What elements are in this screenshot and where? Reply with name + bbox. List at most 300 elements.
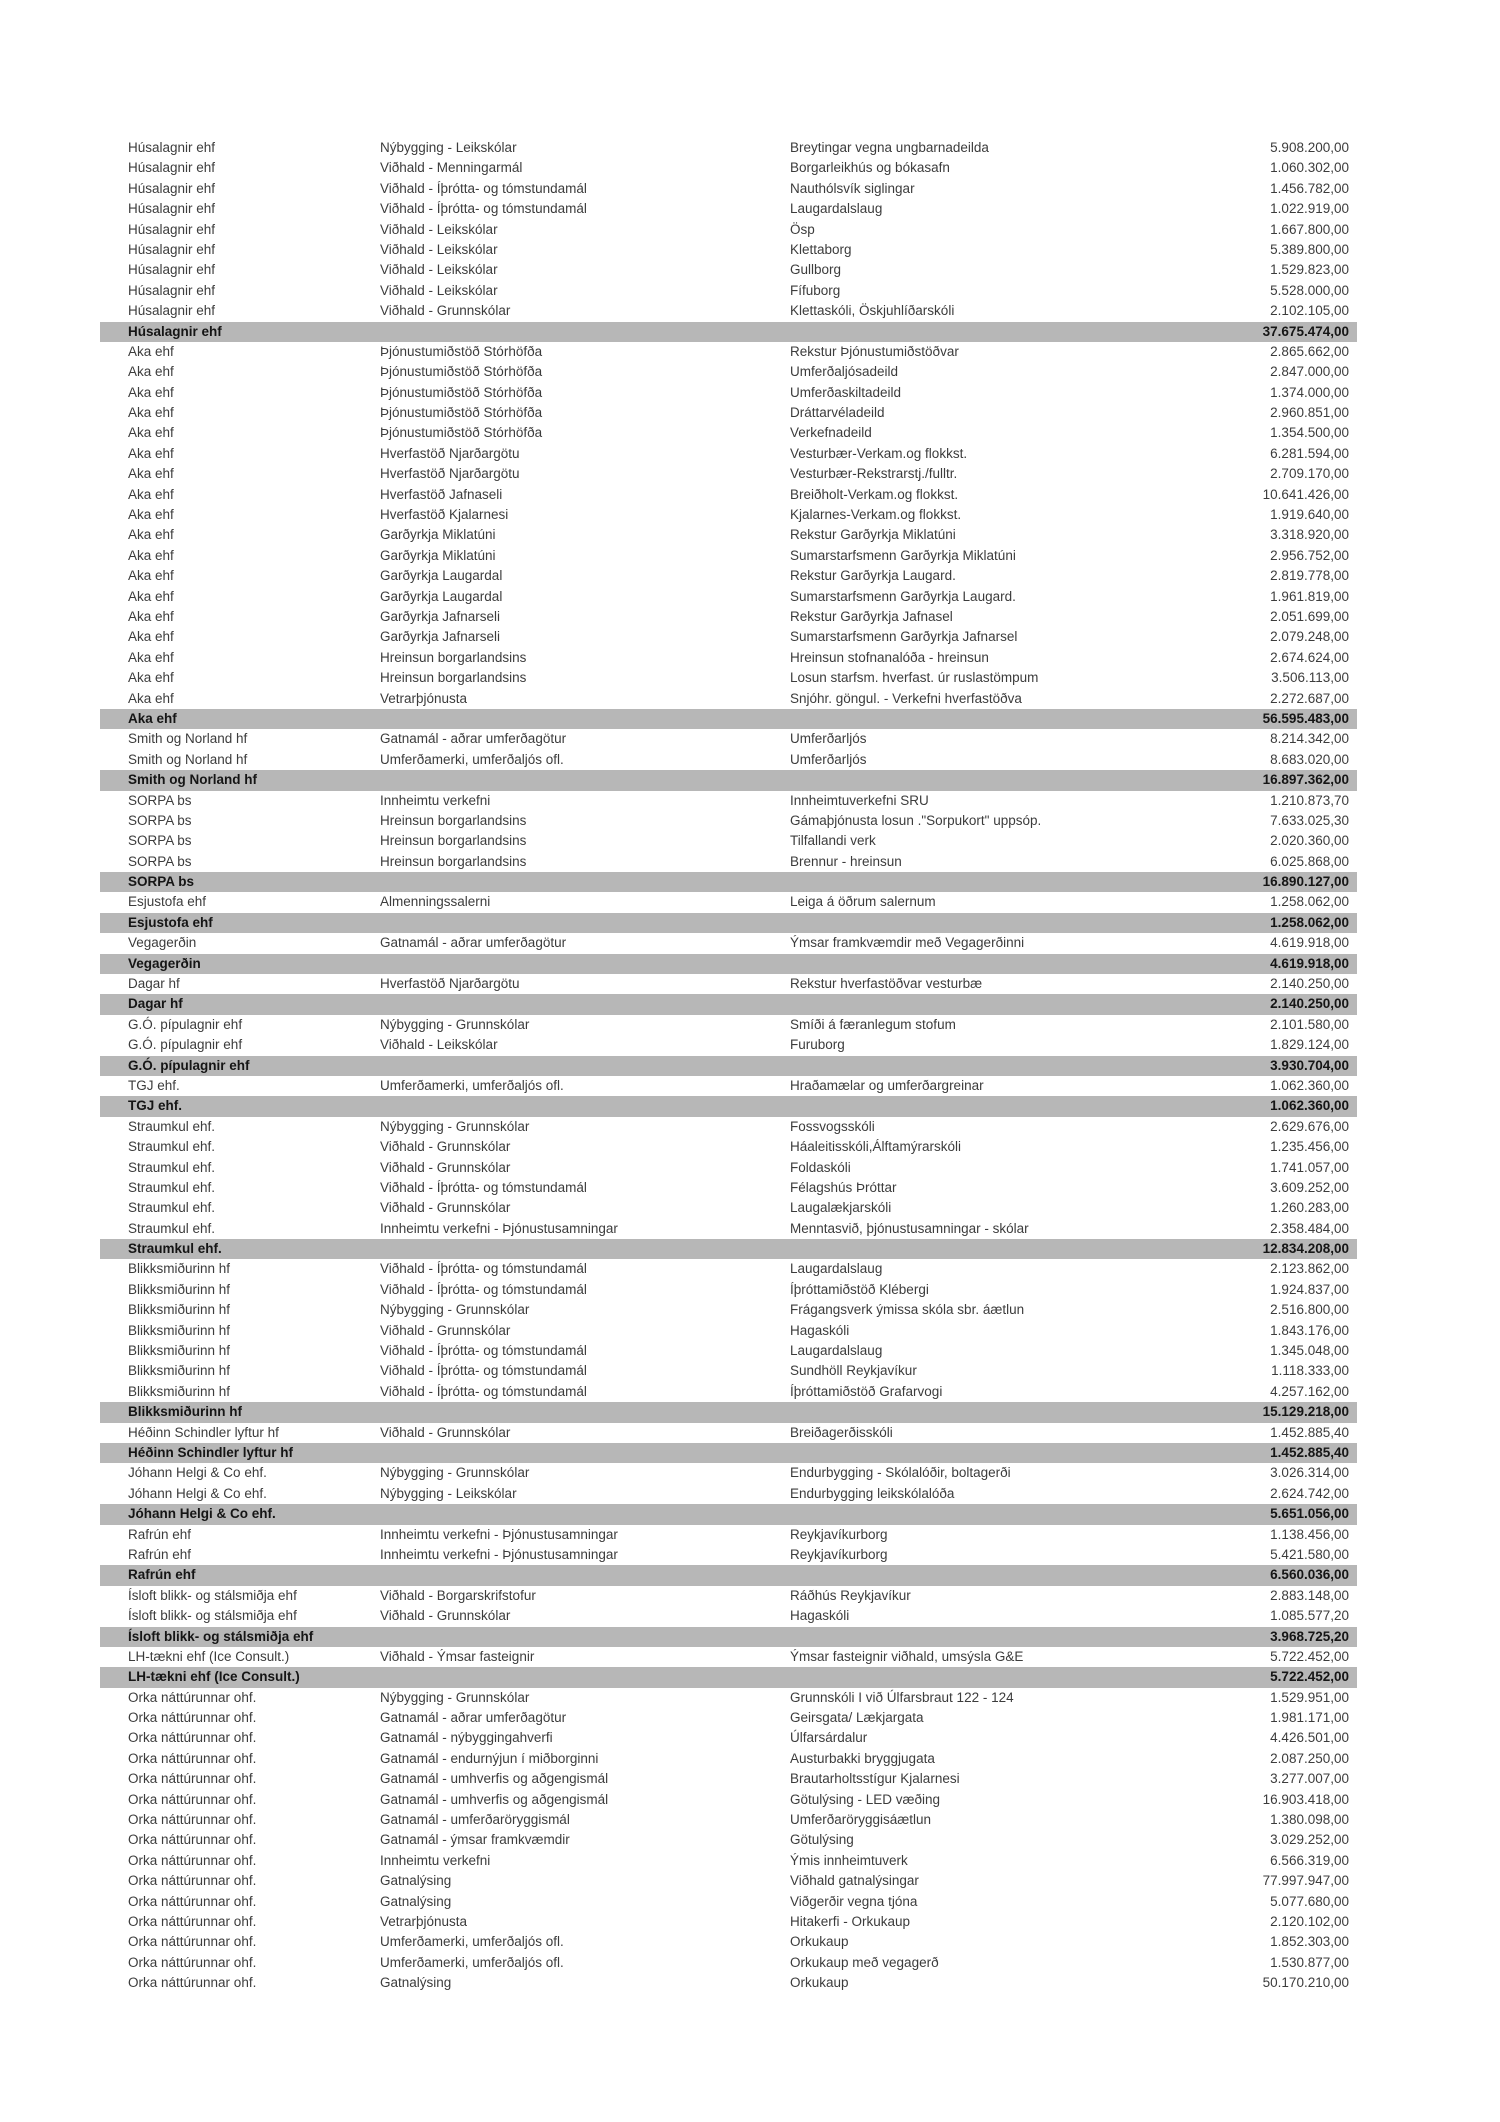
amount-cell: 2.674.624,00: [1270, 649, 1349, 665]
amount-cell: 1.452.885,40: [1270, 1424, 1349, 1440]
amount-cell: 6.566.319,00: [1270, 1852, 1349, 1868]
company-cell: Jóhann Helgi & Co ehf.: [128, 1506, 276, 1522]
description-cell: Gullborg: [790, 262, 842, 278]
company-cell: Vegagerðin: [128, 955, 201, 971]
company-cell: Aka ehf: [128, 588, 174, 604]
category-cell: Hverfastöð Jafnaseli: [380, 486, 503, 502]
table-row: [100, 220, 1357, 240]
category-cell: Gatnalýsing: [380, 1975, 452, 1991]
amount-cell: 1.235.456,00: [1270, 1139, 1349, 1155]
category-cell: Viðhald - Leikskólar: [380, 221, 498, 237]
table-row: [100, 1728, 1357, 1748]
amount-cell: 5.908.200,00: [1270, 140, 1349, 155]
company-cell: Straumkul ehf.: [128, 1200, 216, 1216]
category-cell: Umferðamerki, umferðaljós ofl.: [380, 751, 564, 767]
category-cell: [380, 770, 790, 790]
table-row: [100, 566, 1357, 586]
amount-cell: 2.120.102,00: [1270, 1913, 1349, 1929]
amount-cell: 6.281.594,00: [1270, 445, 1349, 461]
category-cell: Gatnalýsing: [380, 1893, 452, 1909]
category-cell: Hreinsun borgarlandsins: [380, 670, 527, 686]
company-cell: SORPA bs: [128, 853, 192, 869]
category-cell: Viðhald - Grunnskólar: [380, 1608, 511, 1624]
table-row: [100, 158, 1357, 178]
table-row: [100, 260, 1357, 280]
description-cell: [790, 1443, 1227, 1463]
table-row: [100, 1361, 1357, 1381]
table-row: [100, 1178, 1357, 1198]
description-cell: [790, 1056, 1227, 1076]
category-cell: Gatnamál - aðrar umferðagötur: [380, 935, 567, 951]
description-cell: Smíði á færanlegum stofum: [790, 1016, 956, 1032]
company-cell: Straumkul ehf.: [128, 1179, 216, 1195]
table-row: [100, 1769, 1357, 1789]
amount-cell: 1.258.062,00: [1270, 894, 1349, 910]
company-cell: Dagar hf: [128, 976, 180, 992]
category-cell: Viðhald - Íþrótta- og tómstundamál: [380, 180, 587, 196]
description-cell: Hagaskóli: [790, 1608, 850, 1624]
company-cell: Aka ehf: [128, 445, 174, 461]
total-row: [100, 1504, 1357, 1524]
description-cell: Íþróttamiðstöð Klébergi: [790, 1281, 929, 1297]
category-cell: Viðhald - Menningarmál: [380, 160, 523, 176]
description-cell: Innheimtuverkefni SRU: [790, 792, 929, 808]
total-row: [100, 1402, 1357, 1422]
total-row: [100, 322, 1357, 342]
total-row: [100, 1239, 1357, 1259]
category-cell: Gatnamál - aðrar umferðagötur: [380, 731, 567, 747]
table-row: [100, 281, 1357, 301]
description-cell: Leiga á öðrum salernum: [790, 894, 936, 910]
company-cell: Straumkul ehf.: [128, 1118, 216, 1134]
description-cell: Hraðamælar og umferðargreinar: [790, 1077, 984, 1093]
amount-cell: 1.118.333,00: [1271, 1363, 1349, 1379]
company-cell: Aka ehf: [128, 690, 174, 706]
company-cell: Héðinn Schindler lyftur hf: [128, 1424, 279, 1440]
description-cell: Ýmsar fasteignir viðhald, umsýsla G&E: [790, 1648, 1024, 1664]
description-cell: Rekstur Garðyrkja Laugard.: [790, 568, 956, 584]
description-cell: Orkukaup: [790, 1975, 849, 1991]
company-cell: Orka náttúrunnar ohf.: [128, 1689, 257, 1705]
amount-cell: 1.829.124,00: [1270, 1037, 1349, 1053]
category-cell: Viðhald - Grunnskólar: [380, 1139, 511, 1155]
amount-cell: 2.140.250,00: [1270, 996, 1349, 1012]
company-cell: Rafrún ehf: [128, 1526, 192, 1542]
company-cell: Aka ehf: [128, 568, 174, 584]
description-cell: [790, 1667, 1227, 1687]
category-cell: Viðhald - Leikskólar: [380, 241, 498, 257]
company-cell: Aka ehf: [128, 507, 174, 523]
description-cell: Snjóhr. göngul. - Verkefni hverfastöðva: [790, 690, 1022, 706]
company-cell: Aka ehf: [128, 608, 174, 624]
amount-cell: 3.026.314,00: [1270, 1465, 1349, 1481]
amount-cell: 1.062.360,00: [1270, 1098, 1349, 1114]
company-cell: Húsalagnir ehf: [128, 282, 216, 298]
company-cell: Aka ehf: [128, 343, 174, 359]
description-cell: Götulýsing: [790, 1832, 854, 1848]
table-row: [100, 1586, 1357, 1606]
amount-cell: 2.709.170,00: [1270, 466, 1349, 482]
amount-cell: 1.022.919,00: [1270, 201, 1349, 217]
table-row: [100, 668, 1357, 688]
total-row: [100, 770, 1357, 790]
category-cell: Gatnamál - nýbyggingahverfi: [380, 1730, 553, 1746]
total-row: [100, 954, 1357, 974]
table-row: [100, 627, 1357, 647]
table-row: [100, 1035, 1357, 1055]
amount-cell: 2.629.676,00: [1270, 1118, 1349, 1134]
amount-cell: 2.819.778,00: [1270, 568, 1349, 584]
table-row: [100, 240, 1357, 260]
amount-cell: 2.020.360,00: [1270, 833, 1349, 849]
amount-cell: 8.683.020,00: [1270, 751, 1349, 767]
company-cell: Aka ehf: [128, 670, 174, 686]
description-cell: Nauthólsvík siglingar: [790, 180, 915, 196]
table-row: [100, 383, 1357, 403]
table-row: [100, 1300, 1357, 1320]
description-cell: [790, 1239, 1227, 1259]
table-row: [100, 607, 1357, 627]
description-cell: Vesturbær-Verkam.og flokkst.: [790, 445, 968, 461]
amount-cell: 5.077.680,00: [1270, 1893, 1349, 1909]
table-row: [100, 852, 1357, 872]
category-cell: Almenningssalerni: [380, 894, 491, 910]
company-cell: Aka ehf: [128, 527, 174, 543]
amount-cell: 16.897.362,00: [1262, 772, 1349, 788]
description-cell: [790, 709, 1227, 729]
description-cell: Breytingar vegna ungbarnadeilda: [790, 140, 989, 155]
table-row: [100, 1463, 1357, 1483]
category-cell: Garðyrkja Jafnarseli: [380, 629, 501, 645]
table-row: [100, 1525, 1357, 1545]
category-cell: Hverfastöð Kjalarnesi: [380, 507, 509, 523]
table-row: [100, 831, 1357, 851]
company-cell: Húsalagnir ehf: [128, 160, 216, 176]
company-cell: TGJ ehf.: [128, 1098, 183, 1114]
company-cell: Húsalagnir ehf: [128, 221, 216, 237]
amount-cell: 1.380.098,00: [1270, 1812, 1349, 1828]
table-row: [100, 1871, 1357, 1891]
company-cell: Jóhann Helgi & Co ehf.: [128, 1485, 267, 1501]
amount-cell: 2.087.250,00: [1270, 1750, 1349, 1766]
amount-cell: 2.960.851,00: [1270, 405, 1349, 421]
description-cell: [790, 994, 1227, 1014]
amount-cell: 1.981.171,00: [1270, 1710, 1349, 1726]
category-cell: Vetrarþjónusta: [380, 690, 468, 706]
amount-cell: 1.452.885,40: [1270, 1445, 1349, 1460]
amount-cell: 2.516.800,00: [1270, 1302, 1349, 1318]
table-row: [100, 1851, 1357, 1871]
company-cell: Húsalagnir ehf: [128, 140, 216, 155]
description-cell: [790, 1504, 1227, 1524]
amount-cell: 3.277.007,00: [1270, 1771, 1349, 1787]
category-cell: [380, 1667, 790, 1687]
amount-cell: 6.025.868,00: [1270, 853, 1349, 869]
category-cell: Garðyrkja Miklatúni: [380, 547, 496, 563]
company-cell: Orka náttúrunnar ohf.: [128, 1771, 257, 1787]
category-cell: [380, 1443, 790, 1463]
company-cell: Húsalagnir ehf: [128, 241, 216, 257]
category-cell: Nýbygging - Grunnskólar: [380, 1465, 530, 1481]
table-row: [100, 505, 1357, 525]
amount-cell: 2.272.687,00: [1270, 690, 1349, 706]
table-row: [100, 811, 1357, 831]
description-cell: Götulýsing - LED væðing: [790, 1791, 941, 1807]
description-cell: Endurbygging - Skólalóðir, boltagerði: [790, 1465, 1011, 1481]
amount-cell: 1.354.500,00: [1270, 425, 1349, 441]
company-cell: Orka náttúrunnar ohf.: [128, 1873, 257, 1889]
description-cell: [790, 954, 1227, 974]
category-cell: Þjónustumiðstöð Stórhöfða: [380, 364, 543, 380]
company-cell: Húsalagnir ehf: [128, 303, 216, 319]
table-row: [100, 791, 1357, 811]
category-cell: Nýbygging - Leikskólar: [380, 1485, 517, 1501]
company-cell: Orka náttúrunnar ohf.: [128, 1812, 257, 1828]
company-cell: Ísloft blikk- og stálsmiðja ehf: [128, 1587, 297, 1603]
table-row: [100, 974, 1357, 994]
company-cell: Aka ehf: [128, 466, 174, 482]
total-row: [100, 1056, 1357, 1076]
total-row: [100, 1667, 1357, 1687]
amount-cell: 7.633.025,30: [1270, 812, 1349, 828]
description-cell: Rekstur hverfastöðvar vesturbæ: [790, 976, 983, 992]
company-cell: Rafrún ehf: [128, 1546, 192, 1562]
description-cell: Umferðaljósadeild: [790, 364, 899, 380]
category-cell: Viðhald - Íþrótta- og tómstundamál: [380, 201, 587, 217]
table-row: [100, 1198, 1357, 1218]
company-cell: Smith og Norland hf: [128, 772, 257, 788]
company-cell: SORPA bs: [128, 874, 195, 890]
category-cell: Hreinsun borgarlandsins: [380, 649, 527, 665]
category-cell: [380, 1504, 790, 1524]
table-row: [100, 1423, 1357, 1443]
description-cell: Umferðaskiltadeild: [790, 384, 902, 400]
category-cell: Viðhald - Ýmsar fasteignir: [380, 1648, 535, 1664]
description-cell: Rekstur Garðyrkja Jafnasel: [790, 608, 953, 624]
description-cell: Hagaskóli: [790, 1322, 850, 1338]
category-cell: Umferðamerki, umferðaljós ofl.: [380, 1077, 564, 1093]
table-row: [100, 1912, 1357, 1932]
company-cell: Aka ehf: [128, 405, 174, 421]
description-cell: Orkukaup með vegagerð: [790, 1954, 939, 1970]
description-cell: Dráttarvéladeild: [790, 405, 885, 421]
amount-cell: 12.834.208,00: [1262, 1241, 1349, 1257]
description-cell: Laugardalslaug: [790, 1343, 883, 1359]
description-cell: Brautarholtsstígur Kjalarnesi: [790, 1771, 960, 1787]
category-cell: [380, 322, 790, 342]
amount-cell: 5.389.800,00: [1270, 241, 1349, 257]
company-cell: Blikksmiðurinn hf: [128, 1322, 231, 1338]
amount-cell: 10.641.426,00: [1262, 486, 1349, 502]
description-cell: [790, 1096, 1227, 1116]
category-cell: Hverfastöð Njarðargötu: [380, 466, 520, 482]
category-cell: Innheimtu verkefni: [380, 1852, 491, 1868]
table-row: [100, 546, 1357, 566]
table-row: [100, 1606, 1357, 1626]
company-cell: G.Ó. pípulagnir ehf: [128, 1037, 243, 1053]
category-cell: Hverfastöð Njarðargötu: [380, 445, 520, 461]
table-row: [100, 1117, 1357, 1137]
amount-cell: 8.214.342,00: [1270, 731, 1349, 747]
amount-cell: 2.101.580,00: [1270, 1016, 1349, 1032]
table-row: [100, 1749, 1357, 1769]
total-row: [100, 913, 1357, 933]
table-row: [100, 933, 1357, 953]
company-cell: Straumkul ehf.: [128, 1139, 216, 1155]
table-row: [100, 648, 1357, 668]
table-row: [100, 587, 1357, 607]
description-cell: Laugardalslaug: [790, 1261, 883, 1277]
category-cell: Innheimtu verkefni: [380, 792, 491, 808]
description-cell: Ýmis innheimtuverk: [790, 1852, 908, 1868]
category-cell: Viðhald - Leikskólar: [380, 1037, 498, 1053]
category-cell: Hreinsun borgarlandsins: [380, 833, 527, 849]
table-row: [100, 1137, 1357, 1157]
description-cell: Orkukaup: [790, 1934, 849, 1950]
category-cell: [380, 954, 790, 974]
table-row: [100, 1076, 1357, 1096]
table-row: [100, 729, 1357, 749]
description-cell: Viðhald gatnalýsingar: [790, 1873, 919, 1889]
company-cell: SORPA bs: [128, 812, 192, 828]
description-cell: Hreinsun stofnanalóða - hreinsun: [790, 649, 989, 665]
company-cell: Húsalagnir ehf: [128, 323, 222, 339]
amount-cell: 2.051.699,00: [1270, 608, 1349, 624]
table-row: [100, 1973, 1357, 1993]
table-row: [100, 1382, 1357, 1402]
category-cell: Viðhald - Íþrótta- og tómstundamál: [380, 1383, 587, 1399]
amount-cell: 5.651.056,00: [1270, 1506, 1349, 1522]
amount-cell: 1.852.303,00: [1270, 1934, 1349, 1950]
category-cell: [380, 994, 790, 1014]
amount-cell: 77.997.947,00: [1262, 1873, 1349, 1889]
amount-cell: 4.426.501,00: [1270, 1730, 1349, 1746]
category-cell: [380, 1627, 790, 1647]
total-row: [100, 1443, 1357, 1463]
company-cell: Ísloft blikk- og stálsmiðja ehf: [128, 1608, 297, 1624]
company-cell: Orka náttúrunnar ohf.: [128, 1730, 257, 1746]
amount-cell: 3.029.252,00: [1270, 1832, 1349, 1848]
table-row: [100, 892, 1357, 912]
description-cell: Íþróttamiðstöð Grafarvogi: [790, 1383, 943, 1399]
table-row: [100, 199, 1357, 219]
description-cell: Rekstur Garðyrkja Miklatúni: [790, 527, 956, 543]
description-cell: Geirsgata/ Lækjargata: [790, 1710, 924, 1726]
category-cell: Hreinsun borgarlandsins: [380, 812, 527, 828]
amount-cell: 1.062.360,00: [1270, 1077, 1349, 1093]
description-cell: Sumarstarfsmenn Garðyrkja Laugard.: [790, 588, 1016, 604]
total-row: [100, 1627, 1357, 1647]
company-cell: Blikksmiðurinn hf: [128, 1281, 231, 1297]
amount-cell: 2.123.862,00: [1270, 1261, 1349, 1277]
category-cell: Gatnamál - umhverfis og aðgengismál: [380, 1791, 609, 1807]
category-cell: Viðhald - Íþrótta- og tómstundamál: [380, 1281, 587, 1297]
total-row: [100, 994, 1357, 1014]
category-cell: Viðhald - Grunnskólar: [380, 303, 511, 319]
category-cell: [380, 709, 790, 729]
description-cell: [790, 913, 1227, 933]
category-cell: Hreinsun borgarlandsins: [380, 853, 527, 869]
company-cell: Orka náttúrunnar ohf.: [128, 1975, 257, 1991]
amount-cell: 2.883.148,00: [1270, 1587, 1349, 1603]
category-cell: Garðyrkja Miklatúni: [380, 527, 496, 543]
category-cell: Garðyrkja Jafnarseli: [380, 608, 501, 624]
description-cell: Ráðhús Reykjavíkur: [790, 1587, 911, 1603]
category-cell: Nýbygging - Grunnskólar: [380, 1689, 530, 1705]
company-cell: Straumkul ehf.: [128, 1241, 222, 1257]
company-cell: Húsalagnir ehf: [128, 201, 216, 217]
description-cell: [790, 1402, 1227, 1422]
description-cell: Klettaborg: [790, 241, 852, 257]
company-cell: Aka ehf: [128, 364, 174, 380]
category-cell: Viðhald - Íþrótta- og tómstundamál: [380, 1261, 587, 1277]
category-cell: Viðhald - Borgarskrifstofur: [380, 1587, 536, 1603]
company-cell: G.Ó. pípulagnir ehf: [128, 1057, 250, 1073]
table-row: [100, 525, 1357, 545]
description-cell: Úlfarsárdalur: [790, 1730, 868, 1746]
table-row: [100, 444, 1357, 464]
category-cell: [380, 1096, 790, 1116]
category-cell: Þjónustumiðstöð Stórhöfða: [380, 384, 543, 400]
category-cell: Þjónustumiðstöð Stórhöfða: [380, 425, 543, 441]
category-cell: [380, 872, 790, 892]
company-cell: Blikksmiðurinn hf: [128, 1383, 231, 1399]
expense-table: [100, 138, 1357, 1994]
description-cell: Brennur - hreinsun: [790, 853, 902, 869]
category-cell: Þjónustumiðstöð Stórhöfða: [380, 405, 543, 421]
description-cell: Hitakerfi - Orkukaup: [790, 1913, 911, 1929]
category-cell: Gatnamál - ýmsar framkvæmdir: [380, 1832, 570, 1848]
company-cell: Smith og Norland hf: [128, 731, 248, 747]
company-cell: Húsalagnir ehf: [128, 262, 216, 278]
category-cell: Viðhald - Íþrótta- og tómstundamál: [380, 1179, 587, 1195]
amount-cell: 2.079.248,00: [1270, 629, 1349, 645]
table-row: [100, 750, 1357, 770]
table-row: [100, 1484, 1357, 1504]
company-cell: Aka ehf: [128, 710, 177, 726]
category-cell: Viðhald - Leikskólar: [380, 282, 498, 298]
amount-cell: 1.919.640,00: [1270, 507, 1349, 523]
description-cell: Laugalækjarskóli: [790, 1200, 892, 1216]
company-cell: Blikksmiðurinn hf: [128, 1363, 231, 1379]
amount-cell: 2.847.000,00: [1270, 364, 1349, 380]
category-cell: Garðyrkja Laugardal: [380, 568, 503, 584]
category-cell: Nýbygging - Grunnskólar: [380, 1302, 530, 1318]
description-cell: Breiðagerðisskóli: [790, 1424, 893, 1440]
amount-cell: 2.865.662,00: [1270, 343, 1349, 359]
company-cell: Smith og Norland hf: [128, 751, 248, 767]
category-cell: Hverfastöð Njarðargötu: [380, 976, 520, 992]
company-cell: Orka náttúrunnar ohf.: [128, 1710, 257, 1726]
amount-cell: 1.060.302,00: [1270, 160, 1349, 176]
description-cell: Ösp: [790, 221, 815, 237]
description-cell: Grunnskóli I við Úlfarsbraut 122 - 124: [790, 1689, 1014, 1705]
description-cell: Endurbygging leikskólalóða: [790, 1485, 955, 1501]
company-cell: Blikksmiðurinn hf: [128, 1261, 231, 1277]
total-row: [100, 872, 1357, 892]
table-row: [100, 1830, 1357, 1850]
description-cell: Klettaskóli, Öskjuhlíðarskóli: [790, 303, 955, 319]
category-cell: Viðhald - Grunnskólar: [380, 1322, 511, 1338]
amount-cell: 4.619.918,00: [1270, 935, 1349, 951]
description-cell: Gámaþjónusta losun ."Sorpukort" uppsóp.: [790, 812, 1042, 828]
amount-cell: 16.903.418,00: [1262, 1791, 1349, 1807]
amount-cell: 1.529.951,00: [1270, 1689, 1349, 1705]
company-cell: Straumkul ehf.: [128, 1159, 216, 1175]
amount-cell: 5.528.000,00: [1270, 282, 1349, 298]
company-cell: Héðinn Schindler lyftur hf: [128, 1445, 294, 1460]
company-cell: Orka náttúrunnar ohf.: [128, 1791, 257, 1807]
